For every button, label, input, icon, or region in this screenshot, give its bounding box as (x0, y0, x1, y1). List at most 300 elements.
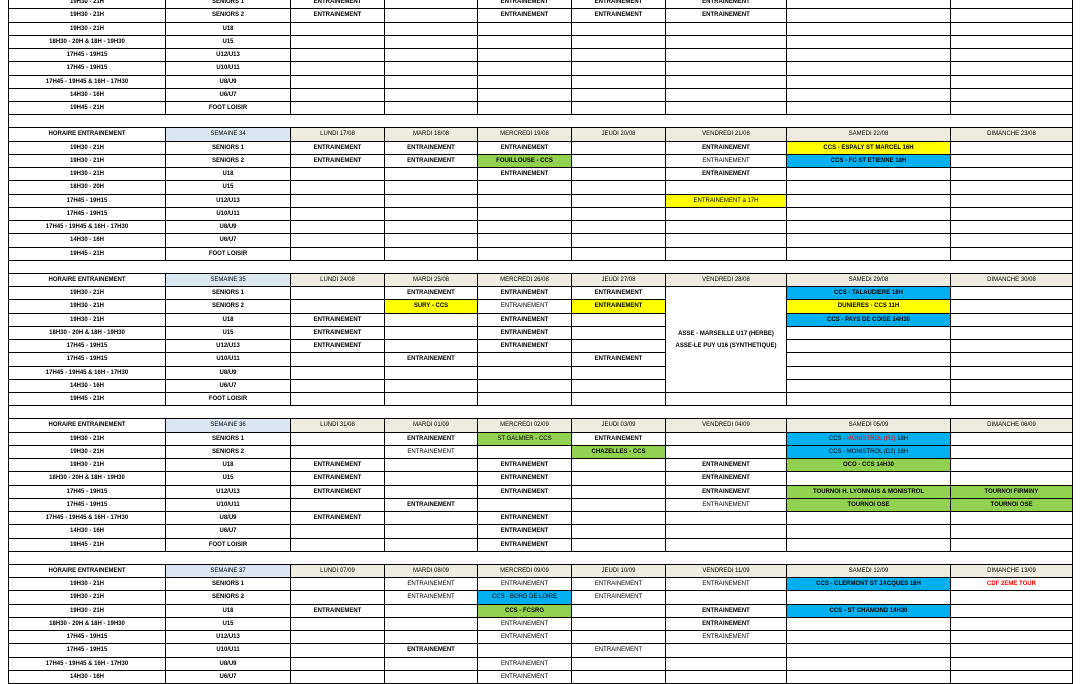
table-cell: 14H30 - 16H (9, 670, 166, 683)
table-cell: ENTRAINEMENT (572, 300, 666, 313)
table-cell: 17H45 - 19H15 (9, 644, 166, 657)
table-cell: 14H30 - 16H (9, 234, 166, 247)
table-cell (951, 445, 1073, 458)
table-cell: SEMAINE 36 (166, 419, 291, 432)
table-cell: U6/U7 (166, 88, 291, 101)
table-cell: ENTRAINEMENT (478, 459, 572, 472)
table-cell (385, 604, 478, 617)
table-cell: ENTRAINEMENT (291, 141, 385, 154)
table-cell (572, 247, 666, 260)
table-row (9, 234, 1073, 247)
table-cell: 19H30 - 21H (9, 22, 166, 35)
table-cell (951, 207, 1073, 220)
table-row (9, 498, 1073, 511)
table-cell (787, 538, 951, 551)
table-cell (478, 22, 572, 35)
table-cell (572, 168, 666, 181)
table-row (9, 75, 1073, 88)
table-row (9, 644, 1073, 657)
table-cell (572, 512, 666, 525)
table-cell (666, 512, 787, 525)
table-cell (9, 551, 1073, 564)
table-cell (951, 35, 1073, 48)
table-cell (291, 432, 385, 445)
table-cell (385, 485, 478, 498)
table-row (9, 287, 1073, 300)
table-cell: MARDI 01/09 (385, 419, 478, 432)
table-cell (572, 617, 666, 630)
table-row (9, 432, 1073, 445)
table-cell (572, 207, 666, 220)
table-cell: ENTRAINEMENT (666, 631, 787, 644)
table-cell: HORAIRE ENTRAINEMENT (9, 564, 166, 577)
table-cell (291, 62, 385, 75)
table-cell: TOURNOI OSE (787, 498, 951, 511)
table-cell (385, 194, 478, 207)
saturday-s1-cell: CCS - MONISTROL (R2) 18H (787, 432, 951, 445)
table-row (9, 472, 1073, 485)
table-row (9, 353, 1073, 366)
table-cell: ENTRAINEMENT (478, 300, 572, 313)
table-cell (951, 287, 1073, 300)
table-cell (385, 102, 478, 115)
table-cell: CCS - MONISTROL (D2) 18H (787, 445, 951, 458)
table-cell (572, 35, 666, 48)
table-cell (666, 591, 787, 604)
table-cell: ENTRAINEMENT (572, 591, 666, 604)
table-row (9, 617, 1073, 630)
table-cell (385, 168, 478, 181)
table-cell (385, 88, 478, 101)
table-cell (666, 207, 787, 220)
table-cell (572, 366, 666, 379)
table-cell: DUNIERES - CCS 11H (787, 300, 951, 313)
table-cell (291, 194, 385, 207)
table-cell: LUNDI 31/08 (291, 419, 385, 432)
table-cell: 17H45 - 19H45 & 16H - 17H30 (9, 512, 166, 525)
table-cell (787, 591, 951, 604)
table-cell: ENTRAINEMENT (291, 512, 385, 525)
table-cell (951, 459, 1073, 472)
table-cell: MERCREDI 26/08 (478, 273, 572, 286)
table-cell: 17H45 - 19H15 (9, 49, 166, 62)
table-cell: DIMANCHE 13/09 (951, 564, 1073, 577)
table-cell (787, 393, 951, 406)
table-cell: ENTRAINEMENT (385, 644, 478, 657)
table-row (9, 181, 1073, 194)
table-cell: ENTRAINEMENT (291, 9, 385, 22)
table-cell (572, 393, 666, 406)
table-cell (951, 300, 1073, 313)
table-cell (385, 459, 478, 472)
table-cell (385, 366, 478, 379)
table-cell: 19H30 - 21H (9, 445, 166, 458)
table-cell (478, 445, 572, 458)
table-cell (385, 525, 478, 538)
table-cell (478, 393, 572, 406)
table-cell (291, 379, 385, 392)
table-cell (951, 75, 1073, 88)
table-cell (291, 49, 385, 62)
table-cell (951, 512, 1073, 525)
table-cell: 19H30 - 21H (9, 300, 166, 313)
table-cell: ENTRAINEMENT (478, 287, 572, 300)
table-cell (478, 181, 572, 194)
table-cell: SEMAINE 37 (166, 564, 291, 577)
table-cell: ENTRAINEMENT (666, 9, 787, 22)
table-cell: JEUDI 03/09 (572, 419, 666, 432)
table-cell (787, 644, 951, 657)
table-cell (666, 221, 787, 234)
table-cell (951, 379, 1073, 392)
table-row (9, 88, 1073, 101)
table-cell: U18 (166, 168, 291, 181)
table-cell (666, 62, 787, 75)
table-row (9, 578, 1073, 591)
table-cell: ENTRAINEMENT (478, 670, 572, 683)
table-cell (572, 326, 666, 339)
table-cell (385, 35, 478, 48)
table-row (9, 631, 1073, 644)
table-cell: CCS - TALAUDIERE 18H (787, 287, 951, 300)
table-cell (787, 379, 951, 392)
table-cell (951, 525, 1073, 538)
table-cell: SEMAINE 34 (166, 128, 291, 141)
table-cell (572, 154, 666, 167)
table-cell (478, 498, 572, 511)
table-cell: SENIORS 2 (166, 154, 291, 167)
table-row (9, 49, 1073, 62)
table-cell: HORAIRE ENTRAINEMENT (9, 128, 166, 141)
table-cell (572, 102, 666, 115)
table-cell: U12/U13 (166, 194, 291, 207)
table-cell (951, 353, 1073, 366)
table-row (9, 326, 1073, 339)
table-cell: U6/U7 (166, 525, 291, 538)
table-cell: U15 (166, 472, 291, 485)
table-cell: 19H45 - 21H (9, 393, 166, 406)
table-cell (478, 353, 572, 366)
friday-note-cell: ASSE - MARSEILLE U17 (HERBE) ASSE-LE PUY U16 (SYNTHETIQUE) (666, 287, 787, 393)
table-cell: VENDREDI 04/09 (666, 419, 787, 432)
table-cell (666, 657, 787, 670)
table-cell: 17H45 - 19H15 (9, 353, 166, 366)
table-cell: VENDREDI 11/09 (666, 564, 787, 577)
table-cell: ENTRAINEMENT (291, 340, 385, 353)
table-cell (385, 49, 478, 62)
table-cell: ENTRAINEMENT (385, 578, 478, 591)
table-cell (787, 221, 951, 234)
table-cell: DIMANCHE 06/09 (951, 419, 1073, 432)
table-cell: U12/U13 (166, 485, 291, 498)
table-row (9, 340, 1073, 353)
table-cell: FOOT LOISIR (166, 102, 291, 115)
table-cell: CCS - FC ST ETIENNE 18H (787, 154, 951, 167)
table-cell (478, 207, 572, 220)
table-cell (572, 631, 666, 644)
table-cell (666, 538, 787, 551)
table-cell (291, 88, 385, 101)
table-row (9, 670, 1073, 683)
table-cell: ENTRAINEMENT (478, 617, 572, 630)
table-cell: 14H30 - 16H (9, 88, 166, 101)
table-row (9, 604, 1073, 617)
table-cell (572, 485, 666, 498)
table-cell (385, 472, 478, 485)
table-cell (666, 75, 787, 88)
table-cell (291, 617, 385, 630)
table-cell: 19H30 - 21H (9, 154, 166, 167)
table-cell (572, 221, 666, 234)
table-cell (572, 472, 666, 485)
table-cell (787, 631, 951, 644)
table-cell (666, 432, 787, 445)
table-cell (787, 234, 951, 247)
table-cell: CHAZELLES - CCS (572, 445, 666, 458)
table-cell: CCS - FCSRG (478, 604, 572, 617)
table-cell: U18 (166, 313, 291, 326)
table-cell (666, 234, 787, 247)
table-cell: 19H30 - 21H (9, 9, 166, 22)
table-cell (951, 234, 1073, 247)
table-cell: ENTRAINEMENT (478, 538, 572, 551)
table-cell (787, 617, 951, 630)
table-cell (291, 657, 385, 670)
table-cell: 17H45 - 19H15 (9, 62, 166, 75)
table-cell (572, 313, 666, 326)
table-cell: ENTRAINEMENT (478, 326, 572, 339)
table-cell (787, 168, 951, 181)
table-cell (291, 22, 385, 35)
table-cell: U12/U13 (166, 631, 291, 644)
table-cell: ENTRAINEMENT (666, 578, 787, 591)
table-cell (291, 234, 385, 247)
table-cell: 17H45 - 19H15 (9, 340, 166, 353)
table-cell (9, 406, 1073, 419)
table-cell: ENTRAINEMENT (666, 459, 787, 472)
table-cell: ENTRAINEMENT (572, 578, 666, 591)
table-cell: U18 (166, 459, 291, 472)
table-cell: MERCREDI 19/08 (478, 128, 572, 141)
table-cell (666, 670, 787, 683)
table-cell: 17H45 - 19H15 (9, 485, 166, 498)
table-cell (951, 154, 1073, 167)
table-cell: U8/U9 (166, 512, 291, 525)
table-cell (385, 207, 478, 220)
table-row (9, 445, 1073, 458)
table-cell: ENTRAINEMENT (478, 525, 572, 538)
table-cell: ENTRAINEMENT (291, 326, 385, 339)
table-cell (291, 445, 385, 458)
table-cell (951, 102, 1073, 115)
table-cell (385, 512, 478, 525)
table-cell: SENIORS 1 (166, 287, 291, 300)
table-cell: ENTRAINEMENT (666, 168, 787, 181)
table-row (9, 525, 1073, 538)
table-cell: ENTRAINEMENT (478, 168, 572, 181)
table-cell: U15 (166, 181, 291, 194)
table-cell: U18 (166, 22, 291, 35)
table-cell (385, 221, 478, 234)
table-cell: MERCREDI 09/09 (478, 564, 572, 577)
table-cell (787, 102, 951, 115)
table-cell (291, 300, 385, 313)
table-cell: 19H30 - 21H (9, 591, 166, 604)
table-cell (951, 247, 1073, 260)
table-cell (385, 247, 478, 260)
table-cell (478, 366, 572, 379)
table-cell: CCS - ESPALY ST MARCEL 16H (787, 141, 951, 154)
table-cell: ENTRAINEMENT (385, 432, 478, 445)
table-cell: 19H30 - 21H (9, 459, 166, 472)
table-cell (572, 340, 666, 353)
table-cell: U10/U11 (166, 644, 291, 657)
table-cell: 19H30 - 21H (9, 141, 166, 154)
table-cell: U15 (166, 35, 291, 48)
table-cell: U10/U11 (166, 62, 291, 75)
table-cell (478, 62, 572, 75)
table-cell: JEUDI 20/08 (572, 128, 666, 141)
table-row (9, 300, 1073, 313)
week-header-row (9, 128, 1073, 141)
table-cell: ENTRAINEMENT (291, 0, 385, 9)
table-cell (951, 631, 1073, 644)
table-cell (291, 591, 385, 604)
table-cell: 18H30 - 20H & 18H - 19H30 (9, 326, 166, 339)
table-cell (572, 141, 666, 154)
table-cell: CCS - ST CHAMOND 14H30 (787, 604, 951, 617)
table-cell: ENTRAINEMENT (291, 472, 385, 485)
table-cell: HORAIRE ENTRAINEMENT (9, 419, 166, 432)
table-cell (787, 366, 951, 379)
table-cell: CCS - PAYS DE COISE 14H30 (787, 313, 951, 326)
week-header-row (9, 564, 1073, 577)
table-row (9, 657, 1073, 670)
table-cell: 18H30 - 20H & 18H - 19H30 (9, 617, 166, 630)
table-row (9, 538, 1073, 551)
table-cell: 19H30 - 21H (9, 578, 166, 591)
table-cell (666, 181, 787, 194)
table-cell (385, 631, 478, 644)
table-cell (291, 207, 385, 220)
table-cell (572, 379, 666, 392)
table-cell (787, 207, 951, 220)
table-cell (951, 472, 1073, 485)
table-cell: 17H45 - 19H15 (9, 631, 166, 644)
table-cell: ENTRAINEMENT (666, 485, 787, 498)
table-cell: ENTRAINEMENT (385, 445, 478, 458)
table-cell: U10/U11 (166, 353, 291, 366)
table-cell (291, 498, 385, 511)
table-cell (572, 525, 666, 538)
table-cell (385, 670, 478, 683)
table-row (9, 22, 1073, 35)
table-cell: ST GALMIER - CCS (478, 432, 572, 445)
schedule-sheet (8, 0, 1073, 684)
table-row (9, 366, 1073, 379)
table-cell: ENTRAINEMENT (572, 287, 666, 300)
table-cell: DIMANCHE 23/08 (951, 128, 1073, 141)
table-cell: ENTRAINEMENT (478, 512, 572, 525)
table-cell (787, 525, 951, 538)
table-cell (787, 181, 951, 194)
table-row (9, 379, 1073, 392)
table-cell (787, 0, 951, 9)
table-cell (572, 538, 666, 551)
table-cell: SENIORS 1 (166, 141, 291, 154)
table-cell (951, 22, 1073, 35)
table-cell: OCO - CCS 14H30 (787, 459, 951, 472)
table-cell: U8/U9 (166, 75, 291, 88)
table-cell (951, 538, 1073, 551)
table-cell (478, 49, 572, 62)
table-cell: ENTRAINEMENT (478, 631, 572, 644)
table-cell: 19H30 - 21H (9, 313, 166, 326)
table-cell (951, 591, 1073, 604)
table-cell: 19H30 - 21H (9, 604, 166, 617)
table-cell: SENIORS 1 (166, 432, 291, 445)
table-cell (291, 35, 385, 48)
table-cell (478, 88, 572, 101)
table-cell (478, 234, 572, 247)
table-cell (572, 604, 666, 617)
table-cell (572, 88, 666, 101)
table-cell (478, 379, 572, 392)
table-cell (291, 102, 385, 115)
table-cell: ENTRAINEMENT (666, 604, 787, 617)
table-cell: ENTRAINEMENT (291, 604, 385, 617)
table-cell: U8/U9 (166, 366, 291, 379)
table-cell (572, 234, 666, 247)
week-header-row (9, 419, 1073, 432)
table-cell (572, 49, 666, 62)
table-cell (385, 393, 478, 406)
spacer-row (9, 260, 1073, 273)
table-cell: ENTRAINEMENT (478, 141, 572, 154)
table-cell (291, 353, 385, 366)
table-cell (385, 617, 478, 630)
table-cell: ENTRAINEMENT (291, 459, 385, 472)
training-schedule-table (8, 0, 1073, 684)
table-cell (291, 366, 385, 379)
table-cell (787, 194, 951, 207)
table-cell (951, 221, 1073, 234)
table-cell (787, 9, 951, 22)
table-cell (478, 102, 572, 115)
table-cell (572, 670, 666, 683)
table-row (9, 485, 1073, 498)
table-cell (787, 88, 951, 101)
table-cell: ENTRAINEMENT (385, 287, 478, 300)
table-cell (385, 75, 478, 88)
table-cell: 17H45 - 19H45 & 16H - 17H30 (9, 366, 166, 379)
table-cell: ENTRAINEMENT (478, 313, 572, 326)
table-cell (9, 260, 1073, 273)
table-cell: SENIORS 1 (166, 0, 291, 9)
table-cell: ENTRAINEMENT (666, 141, 787, 154)
table-cell (787, 512, 951, 525)
table-cell (291, 75, 385, 88)
table-row (9, 141, 1073, 154)
table-cell: ENTRAINEMENT (666, 0, 787, 9)
table-cell (787, 75, 951, 88)
table-cell: ENTRAINEMENT (385, 591, 478, 604)
table-cell (666, 102, 787, 115)
table-cell (385, 22, 478, 35)
table-cell (666, 644, 787, 657)
table-cell: U15 (166, 617, 291, 630)
table-cell (572, 657, 666, 670)
